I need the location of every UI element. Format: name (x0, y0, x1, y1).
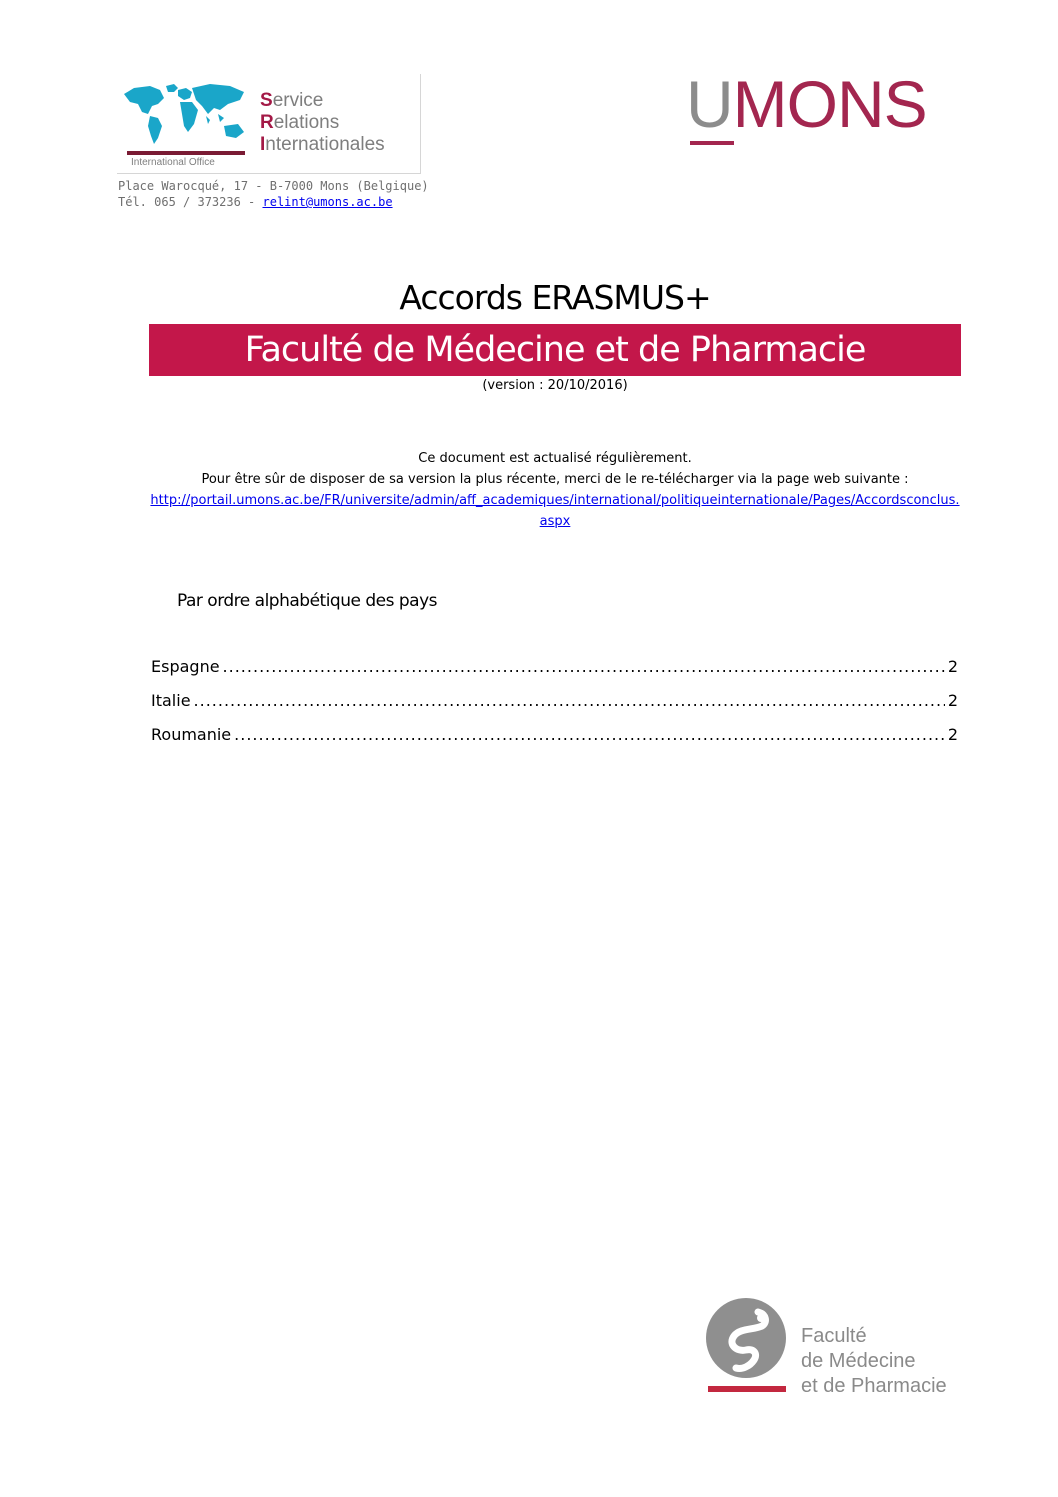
faculty-banner: Faculté de Médecine et de Pharmacie (149, 324, 961, 376)
toc-entry-label: Roumanie (151, 725, 232, 744)
phone-line (118, 194, 429, 210)
update-notice (149, 448, 961, 532)
sri-cap-s: S (260, 90, 273, 111)
document-title: Accords ERASMUS+ (399, 278, 711, 317)
faculty-logo (706, 1294, 961, 1400)
sri-wordmark (260, 90, 385, 156)
sri-word-relations: elations (273, 112, 340, 133)
email-link[interactable]: relint@umons.ac.be (262, 195, 393, 209)
toc-entry-label: Espagne (151, 657, 220, 676)
umons-logo (686, 64, 927, 144)
umons-logo-mons: MONS (732, 67, 927, 141)
toc-heading: Par ordre alphabétique des pays (177, 591, 437, 611)
sri-band (127, 151, 245, 155)
faculty-logo-line-2: de Médecine (801, 1350, 916, 1372)
phone-text: Tél. 065 / 373236 - (118, 195, 263, 209)
toc-entry-espagne[interactable] (151, 655, 958, 689)
accords-url-link[interactable]: http://portail.umons.ac.be/FR/universite/admin/aff_academiques/international/politiqueinternationale/Pages/Accordsconclus.aspx (150, 493, 960, 529)
umons-underline (690, 141, 734, 145)
toc-entry-label: Italie (151, 691, 191, 710)
world-map-icon (120, 80, 250, 150)
address-line: Place Warocqué, 17 - B-7000 Mons (Belgique) (118, 179, 429, 193)
toc-entry-page: 2 (947, 657, 958, 676)
notice-line-1: Ce document est actualisé régulièrement. (418, 451, 692, 466)
faculty-logo-text (801, 1324, 947, 1399)
faculty-logo-bar (708, 1386, 786, 1392)
version-label: (version : 20/10/2016) (482, 378, 628, 393)
faculty-logo-line-3: et de Pharmacie (801, 1375, 947, 1397)
sri-cap-i: I (260, 134, 266, 155)
sri-logo (117, 74, 421, 174)
contact-address (118, 178, 429, 210)
notice-line-2: Pour être sûr de disposer de sa version la plus récente, merci de le re-télécharger via la page web suivante : (201, 472, 909, 487)
sri-cap-r: R (260, 112, 274, 133)
table-of-contents (151, 655, 958, 757)
faculty-logo-line-1: Faculté (801, 1325, 867, 1347)
toc-dot-leader (223, 655, 945, 679)
toc-dot-leader (194, 689, 945, 713)
serpent-emblem-icon (706, 1298, 786, 1378)
sri-word-internationales: nternationales (265, 134, 385, 155)
toc-entry-roumanie[interactable] (151, 723, 958, 757)
toc-dot-leader (234, 723, 945, 747)
umons-logo-u: U (686, 67, 733, 141)
sri-word-service: ervice (272, 90, 324, 111)
toc-entry-italie[interactable] (151, 689, 958, 723)
international-office-label: International Office (131, 157, 215, 168)
toc-entry-page: 2 (947, 725, 958, 744)
toc-entry-page: 2 (947, 691, 958, 710)
